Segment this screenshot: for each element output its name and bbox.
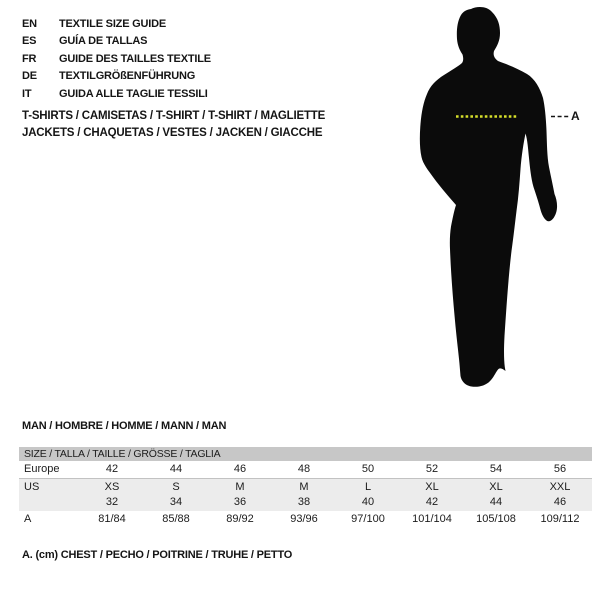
table-cell: 81/84 <box>98 512 126 525</box>
row-label: A <box>24 512 32 525</box>
table-cell: 42 <box>105 463 119 475</box>
table-cell: S <box>172 480 180 493</box>
language-title: GUÍA DE TALLAS <box>59 35 148 48</box>
table-cell: 42 <box>425 496 439 508</box>
row-label: US <box>24 480 40 493</box>
table-row-us <box>19 478 592 495</box>
table-cell: 101/104 <box>412 512 452 525</box>
table-cell: XS <box>104 480 120 493</box>
table-cell: 89/92 <box>226 512 254 525</box>
table-cell: 44 <box>489 496 503 508</box>
table-row-europe <box>19 461 592 478</box>
table-cell: 56 <box>553 463 567 475</box>
language-title: TEXTILGRÖßENFÜHRUNG <box>59 70 196 83</box>
language-code: ES <box>22 35 37 48</box>
table-cell: 46 <box>233 463 247 475</box>
language-code: DE <box>22 70 37 83</box>
language-title: GUIDE DES TAILLES TEXTILE <box>59 52 211 65</box>
category-line-tshirts: T-SHIRTS / CAMISETAS / T-SHIRT / T-SHIRT / MAGLIETTE <box>22 110 326 122</box>
table-cell: XL <box>425 480 439 493</box>
row-label: Europe <box>24 463 60 475</box>
table-cell: 36 <box>233 496 247 508</box>
table-row-uk <box>19 494 592 511</box>
language-title: TEXTILE SIZE GUIDE <box>59 18 167 30</box>
man-silhouette <box>420 7 557 387</box>
measurement-footnote: A. (cm) CHEST / PECHO / POITRINE / TRUHE / PETTO <box>22 549 293 561</box>
measure-label-a: A <box>571 109 580 123</box>
table-cell: 54 <box>489 463 503 475</box>
table-cell: L <box>364 480 372 493</box>
language-code: FR <box>22 52 37 65</box>
table-cell: 52 <box>425 463 439 475</box>
table-cell: 97/100 <box>351 512 385 525</box>
size-table <box>19 447 592 527</box>
table-cell: M <box>235 480 245 493</box>
table-cell: 38 <box>297 496 311 508</box>
table-cell: 50 <box>361 463 375 475</box>
category-line-jackets: JACKETS / CHAQUETAS / VESTES / JACKEN / GIACCHE <box>22 127 323 139</box>
table-cell: 46 <box>553 496 567 508</box>
row-label <box>19 494 80 511</box>
table-cell: XL <box>489 480 503 493</box>
table-row-chest-a <box>19 511 592 528</box>
table-cell: M <box>299 480 309 493</box>
size-table-header: SIZE / TALLA / TAILLE / GRÖSSE / TAGLIA <box>19 447 592 461</box>
language-code: EN <box>22 18 37 30</box>
table-cell: 32 <box>105 496 119 508</box>
table-cell: 40 <box>361 496 375 508</box>
table-cell: 105/108 <box>476 512 516 525</box>
table-cell: XXL <box>549 480 571 493</box>
table-cell: 85/88 <box>162 512 190 525</box>
language-code: IT <box>22 87 32 100</box>
table-cell: 93/96 <box>290 512 318 525</box>
section-title-man: MAN / HOMBRE / HOMME / MANN / MAN <box>22 420 227 432</box>
language-title: GUIDA ALLE TAGLIE TESSILI <box>59 87 208 100</box>
table-cell: 44 <box>169 463 183 475</box>
table-cell: 109/112 <box>540 512 580 525</box>
table-cell: 48 <box>297 463 311 475</box>
table-cell: 34 <box>169 496 183 508</box>
